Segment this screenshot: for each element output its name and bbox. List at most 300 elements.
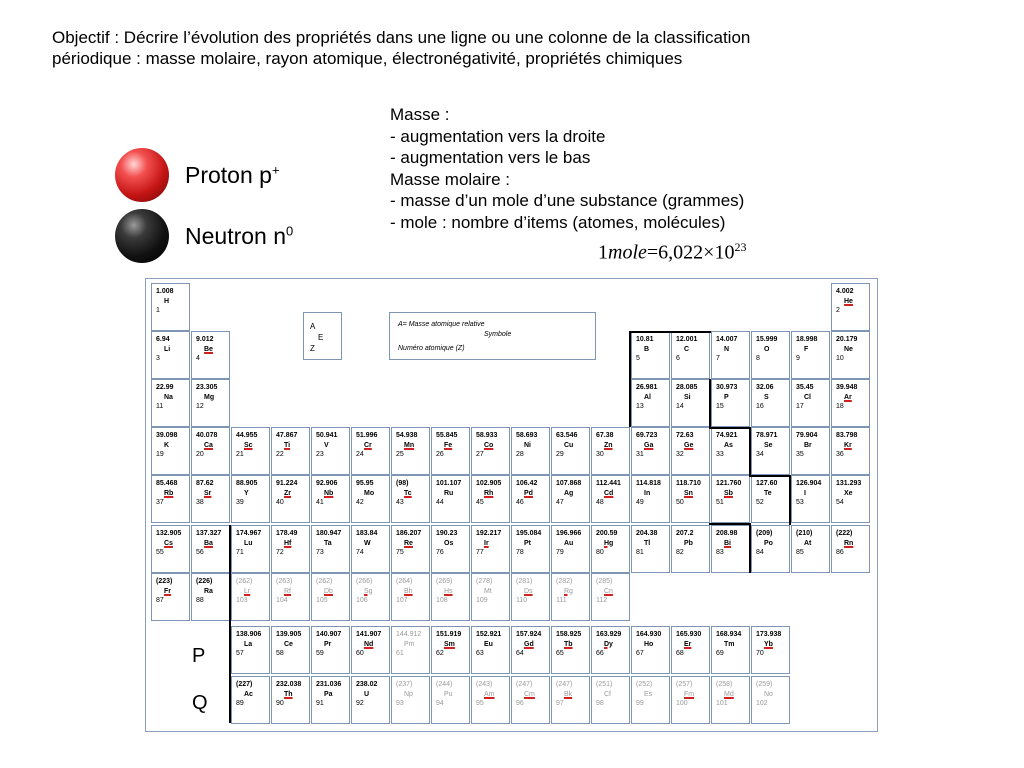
element-symbol: Bi: [724, 539, 731, 547]
element-number: 108: [436, 597, 448, 604]
element-mass: (264): [396, 578, 413, 585]
element-number: 36: [836, 451, 844, 458]
element-cell: [831, 475, 870, 523]
element-cell: [311, 427, 350, 475]
element-mass: 12.001: [676, 336, 698, 343]
element-number: 24: [356, 451, 364, 458]
element-symbol: Rb: [164, 489, 174, 497]
element-symbol: Hg: [604, 539, 614, 547]
element-mass: 107.868: [556, 480, 582, 487]
element-cell: [231, 626, 270, 674]
element-symbol: Fe: [444, 441, 453, 449]
element-cell: [471, 626, 510, 674]
element-mass: 14.007: [716, 336, 738, 343]
element-number: 80: [596, 549, 604, 556]
element-cell: [511, 626, 550, 674]
element-number: 28: [516, 451, 524, 458]
element-number: 102: [756, 700, 768, 707]
element-number: 2: [836, 307, 840, 314]
element-cell: [471, 676, 510, 724]
formula-rhs: =6,022×10: [646, 241, 735, 264]
element-mass: (262): [316, 578, 333, 585]
element-cell: [551, 573, 590, 621]
element-symbol: Cn: [604, 587, 613, 595]
element-mass: (263): [276, 578, 293, 585]
element-cell: [351, 475, 390, 523]
element-cell: [671, 626, 710, 674]
element-cell: [391, 427, 430, 475]
element-number: 77: [476, 549, 484, 556]
element-cell: [271, 525, 310, 573]
element-symbol: Cm: [524, 690, 535, 698]
element-cell: [711, 525, 750, 573]
element-mass: (282): [556, 578, 573, 585]
metalloid-boundary-line: [749, 427, 751, 477]
element-mass: (269): [436, 578, 453, 585]
element-mass: 157.924: [516, 631, 542, 638]
element-number: 86: [836, 549, 844, 556]
element-cell: [591, 525, 630, 573]
element-cell: [271, 626, 310, 674]
element-mass: 4.002: [836, 288, 854, 295]
element-mass: 85.468: [156, 480, 178, 487]
element-cell: [591, 573, 630, 621]
element-symbol: Pb: [684, 539, 693, 547]
element-number: 99: [636, 700, 644, 707]
element-number: 61: [396, 650, 404, 657]
element-cell: [711, 676, 750, 724]
element-mass: 144.912: [396, 631, 422, 638]
element-number: 68: [676, 650, 684, 657]
element-number: 9: [796, 355, 800, 362]
element-number: 33: [716, 451, 724, 458]
element-mass: (252): [636, 681, 653, 688]
objective-line-2: périodique : masse molaire, rayon atomique, électronégativité, propriétés chimiques: [52, 49, 683, 68]
element-symbol: Cf: [604, 690, 611, 698]
element-number: 10: [836, 355, 844, 362]
element-symbol: Yb: [764, 640, 773, 648]
key-a: A: [310, 322, 316, 331]
element-number: 17: [796, 403, 804, 410]
element-symbol: Fr: [164, 587, 171, 595]
element-cell: [791, 525, 830, 573]
element-mass: (98): [396, 480, 409, 487]
element-number: 23: [316, 451, 324, 458]
element-symbol: In: [644, 489, 651, 497]
element-number: 58: [276, 650, 284, 657]
element-cell: [631, 676, 670, 724]
element-mass: 39.098: [156, 432, 178, 439]
note-line: - mole : nombre d’items (atomes, molécules): [390, 212, 726, 232]
element-mass: 165.930: [676, 631, 702, 638]
element-symbol: Xe: [844, 489, 853, 497]
element-cell: [191, 525, 230, 573]
element-mass: (278): [476, 578, 493, 585]
element-number: 42: [356, 499, 364, 506]
element-cell: [551, 525, 590, 573]
element-mass: 208.98: [716, 530, 738, 537]
element-mass: 174.967: [236, 530, 262, 537]
element-mass: 44.955: [236, 432, 258, 439]
element-symbol: Gd: [524, 640, 534, 648]
element-cell: [591, 676, 630, 724]
element-symbol: Lr: [244, 587, 251, 595]
element-cell: [191, 475, 230, 523]
element-cell: [631, 331, 670, 379]
element-symbol: Y: [244, 489, 249, 497]
element-symbol: Al: [644, 393, 651, 401]
element-number: 96: [516, 700, 524, 707]
element-number: 25: [396, 451, 404, 458]
element-number: 85: [796, 549, 804, 556]
element-number: 65: [556, 650, 564, 657]
element-mass: 140.907: [316, 631, 342, 638]
element-symbol: Er: [684, 640, 692, 648]
objective-line-1: Objectif : Décrire l’évolution des propriétés dans une ligne ou une colonne de la classification: [52, 28, 751, 47]
element-number: 112: [596, 597, 608, 604]
element-symbol: Pu: [444, 690, 453, 698]
element-symbol: Fm: [684, 690, 695, 698]
element-cell: [631, 525, 670, 573]
element-cell: [431, 427, 470, 475]
element-number: 21: [236, 451, 244, 458]
element-symbol: Tc: [404, 489, 412, 497]
element-symbol: Tl: [644, 539, 651, 547]
element-symbol: Rh: [484, 489, 494, 497]
element-number: 37: [156, 499, 164, 506]
element-cell: [671, 676, 710, 724]
element-mass: 231.036: [316, 681, 342, 688]
element-mass: 204.38: [636, 530, 658, 537]
element-cell: [351, 626, 390, 674]
element-number: 46: [516, 499, 524, 506]
element-number: 62: [436, 650, 444, 657]
element-symbol: At: [804, 539, 812, 547]
element-symbol: K: [164, 441, 170, 449]
element-mass: (222): [836, 530, 853, 537]
element-number: 31: [636, 451, 644, 458]
element-symbol: Mn: [404, 441, 415, 449]
neutron-legend: [115, 209, 293, 263]
element-cell: [671, 331, 710, 379]
element-number: 43: [396, 499, 404, 506]
element-mass: 102.905: [476, 480, 502, 487]
metalloid-boundary-line: [629, 331, 711, 333]
element-number: 75: [396, 549, 404, 556]
element-symbol: Ge: [684, 441, 694, 449]
element-number: 27: [476, 451, 484, 458]
element-symbol: Bk: [564, 690, 573, 698]
element-number: 57: [236, 650, 244, 657]
element-mass: (262): [236, 578, 253, 585]
formula-exponent: 23: [734, 240, 747, 254]
element-mass: (223): [156, 578, 173, 585]
element-symbol: Zn: [604, 441, 613, 449]
element-symbol: Br: [804, 441, 812, 449]
element-symbol: Au: [564, 539, 574, 547]
element-mass: 151.919: [436, 631, 462, 638]
element-cell: [751, 525, 790, 573]
element-symbol: Mo: [364, 489, 375, 497]
mass-notes: [390, 104, 744, 233]
proton-label: Proton p: [185, 161, 272, 188]
element-number: 92: [356, 700, 364, 707]
element-mass: (258): [716, 681, 733, 688]
element-symbol: Po: [764, 539, 773, 547]
element-number: 97: [556, 700, 564, 707]
element-number: 18: [836, 403, 844, 410]
element-symbol: As: [724, 441, 733, 449]
element-mass: 10.81: [636, 336, 654, 343]
element-mass: 32.06: [756, 384, 774, 391]
element-symbol: Sc: [244, 441, 253, 449]
element-symbol: N: [724, 345, 730, 353]
element-mass: 207.2: [676, 530, 694, 537]
element-number: 89: [236, 700, 244, 707]
element-cell: [831, 331, 870, 379]
element-number: 101: [716, 700, 728, 707]
neutron-ball-icon: [115, 209, 169, 263]
metalloid-boundary-line: [789, 475, 791, 525]
element-cell: [631, 626, 670, 674]
row-label-p: P: [192, 645, 206, 667]
element-number: 105: [316, 597, 328, 604]
element-symbol: Ni: [524, 441, 531, 449]
element-symbol: Ra: [204, 587, 213, 595]
element-cell: [711, 626, 750, 674]
element-number: 22: [276, 451, 284, 458]
element-number: 90: [276, 700, 284, 707]
element-cell: [311, 475, 350, 523]
note-line: - masse d’un mole d’une substance (grammes): [390, 191, 745, 210]
element-mass: 1.008: [156, 288, 174, 295]
element-number: 63: [476, 650, 484, 657]
element-cell: [191, 427, 230, 475]
element-cell: [311, 573, 350, 621]
element-symbol: Kr: [844, 441, 852, 449]
element-mass: 40.078: [196, 432, 218, 439]
element-symbol: Mg: [204, 393, 215, 401]
element-symbol: Ti: [284, 441, 291, 449]
element-cell: [351, 525, 390, 573]
element-cell: [511, 427, 550, 475]
element-mass: 6.94: [156, 336, 170, 343]
element-symbol: Ir: [484, 539, 489, 547]
element-mass: 92.906: [316, 480, 338, 487]
element-cell: [711, 379, 750, 427]
element-number: 1: [156, 307, 160, 314]
element-cell: [511, 573, 550, 621]
element-symbol: Sb: [724, 489, 733, 497]
row-label-q: Q: [192, 692, 208, 714]
metalloid-boundary-line: [749, 523, 751, 573]
proton-charge: +: [271, 161, 280, 177]
element-cell: [471, 475, 510, 523]
element-mass: 180.947: [316, 530, 342, 537]
element-symbol: B: [644, 345, 650, 353]
element-cell: [271, 427, 310, 475]
proton-legend: [115, 148, 280, 202]
element-number: 74: [356, 549, 364, 556]
element-symbol: Mt: [484, 587, 492, 595]
element-cell: [431, 525, 470, 573]
element-symbol: Pd: [524, 489, 533, 497]
element-number: 35: [796, 451, 804, 458]
element-mass: 158.925: [556, 631, 582, 638]
element-number: 83: [716, 549, 724, 556]
element-symbol: Ru: [444, 489, 454, 497]
element-symbol: Cd: [604, 489, 614, 497]
element-cell: [791, 331, 830, 379]
element-cell: [431, 676, 470, 724]
element-number: 51: [716, 499, 724, 506]
element-number: 48: [596, 499, 604, 506]
formula-lhs: 1: [598, 241, 608, 264]
element-mass: 152.921: [476, 631, 502, 638]
element-mass: (209): [756, 530, 773, 537]
element-symbol: Ba: [204, 539, 213, 547]
element-symbol: Li: [164, 345, 171, 353]
element-number: 26: [436, 451, 444, 458]
element-mass: 141.907: [356, 631, 382, 638]
element-number: 52: [756, 499, 764, 506]
element-cell: [591, 626, 630, 674]
element-symbol: Cu: [564, 441, 574, 449]
element-mass: 20.179: [836, 336, 858, 343]
element-number: 110: [516, 597, 528, 604]
element-number: 55: [156, 549, 164, 556]
element-number: 7: [716, 355, 720, 362]
element-cell: [631, 475, 670, 523]
element-symbol: He: [844, 297, 853, 305]
element-symbol: Ca: [204, 441, 213, 449]
element-mass: (251): [596, 681, 613, 688]
element-mass: 72.63: [676, 432, 694, 439]
element-symbol: Os: [444, 539, 454, 547]
element-number: 81: [636, 549, 644, 556]
element-number: 104: [276, 597, 288, 604]
info-line-3: Numéro atomique (Z): [398, 345, 465, 352]
element-symbol: Cl: [804, 393, 811, 401]
element-cell: [231, 525, 270, 573]
element-cell: [391, 475, 430, 523]
neutron-charge: 0: [286, 222, 294, 238]
element-mass: 63.546: [556, 432, 578, 439]
element-cell: [631, 379, 670, 427]
element-number: 16: [756, 403, 764, 410]
element-number: 64: [516, 650, 524, 657]
element-number: 29: [556, 451, 564, 458]
element-number: 111: [556, 597, 567, 604]
element-mass: (266): [356, 578, 373, 585]
element-mass: 192.217: [476, 530, 502, 537]
element-symbol: Bh: [404, 587, 413, 595]
element-cell: [351, 573, 390, 621]
element-symbol: Na: [164, 393, 173, 401]
element-cell: [551, 676, 590, 724]
element-mass: 47.867: [276, 432, 298, 439]
element-cell: [271, 475, 310, 523]
element-number: 100: [676, 700, 688, 707]
element-mass: 78.971: [756, 432, 778, 439]
element-mass: 183.84: [356, 530, 378, 537]
element-cell: [591, 475, 630, 523]
element-mass: 121.760: [716, 480, 742, 487]
lanthanide-divider-line: [229, 525, 231, 723]
element-number: 34: [756, 451, 764, 458]
metalloid-boundary-line: [709, 427, 751, 429]
element-cell: [191, 331, 230, 379]
element-number: 78: [516, 549, 524, 556]
element-number: 56: [196, 549, 204, 556]
element-symbol: Re: [404, 539, 413, 547]
element-mass: (285): [596, 578, 613, 585]
element-symbol: Rn: [844, 539, 854, 547]
element-mass: 131.293: [836, 480, 862, 487]
element-symbol: Sn: [684, 489, 693, 497]
element-cell: [671, 525, 710, 573]
element-symbol: C: [684, 345, 690, 353]
element-mass: 114.818: [636, 480, 661, 487]
element-mass: 23.305: [196, 384, 218, 391]
element-number: 70: [756, 650, 764, 657]
element-number: 49: [636, 499, 644, 506]
element-mass: 83.798: [836, 432, 858, 439]
element-cell: [151, 525, 190, 573]
element-symbol: Ho: [644, 640, 654, 648]
element-number: 4: [196, 355, 200, 362]
note-line: Masse molaire :: [390, 169, 510, 189]
element-symbol: Th: [284, 690, 293, 698]
proton-ball-icon: [115, 148, 169, 202]
element-symbol: Sm: [444, 640, 455, 648]
element-symbol: Ce: [284, 640, 293, 648]
element-number: 20: [196, 451, 204, 458]
element-mass: 118.710: [676, 480, 701, 487]
element-mass: 28.085: [676, 384, 698, 391]
element-mass: 195.084: [516, 530, 542, 537]
element-mass: (259): [756, 681, 773, 688]
element-symbol: Rg: [564, 587, 573, 595]
element-symbol: Db: [324, 587, 333, 595]
element-symbol: Hs: [444, 587, 453, 595]
element-cell: [671, 379, 710, 427]
element-number: 32: [676, 451, 684, 458]
legend-key-box: [303, 312, 342, 360]
element-cell: [511, 676, 550, 724]
element-number: 40: [276, 499, 284, 506]
element-symbol: Es: [644, 690, 653, 698]
element-cell: [511, 525, 550, 573]
element-mass: 35.45: [796, 384, 814, 391]
element-cell: [551, 427, 590, 475]
note-line: - augmentation vers la droite: [390, 126, 606, 146]
element-symbol: Hf: [284, 539, 292, 547]
element-cell: [831, 379, 870, 427]
element-cell: [751, 626, 790, 674]
element-number: 71: [236, 549, 244, 556]
element-cell: [271, 573, 310, 621]
element-symbol: U: [364, 690, 370, 698]
element-number: 3: [156, 355, 160, 362]
element-mass: 87.62: [196, 480, 214, 487]
element-cell: [471, 573, 510, 621]
note-line: - augmentation vers le bas: [390, 148, 591, 167]
element-symbol: Te: [764, 489, 772, 497]
element-number: 11: [156, 403, 164, 410]
element-number: 19: [156, 451, 164, 458]
element-number: 88: [196, 597, 204, 604]
